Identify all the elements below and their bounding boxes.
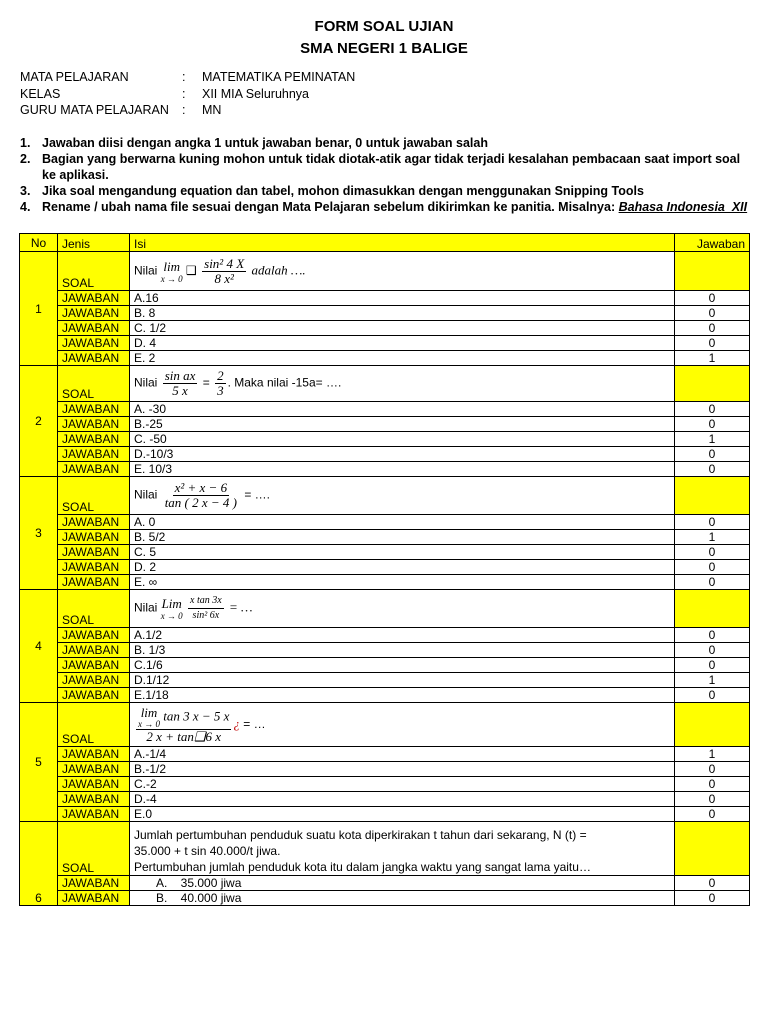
- answer-value: 1: [675, 432, 750, 447]
- lim-subscript: x → 0: [138, 718, 160, 729]
- type-cell: JAWABAN: [58, 462, 130, 477]
- answer-key-empty: [675, 366, 750, 402]
- header-isi: Isi: [130, 234, 675, 252]
- option-text: E. 10/3: [130, 462, 675, 477]
- type-cell: JAWABAN: [58, 747, 130, 762]
- answer-row: [20, 876, 750, 891]
- box-symbol: ❑: [186, 263, 197, 278]
- answer-row: [20, 560, 750, 575]
- option-text: B.-25: [130, 417, 675, 432]
- type-cell: JAWABAN: [58, 575, 130, 590]
- question-suffix: = …: [243, 716, 266, 731]
- answer-row: [20, 306, 750, 321]
- question-number: 6: [20, 822, 58, 906]
- numerator-text: tan 3 x − 5 x: [163, 707, 230, 723]
- fraction: [188, 594, 224, 623]
- question-number: 5: [20, 703, 58, 822]
- type-cell: JAWABAN: [58, 515, 130, 530]
- question-number: 4: [20, 590, 58, 703]
- denominator: 5 x: [172, 383, 188, 398]
- fraction: [163, 481, 239, 510]
- meta-row-subject: [20, 70, 355, 87]
- table-header-row: [20, 234, 750, 252]
- answer-row: [20, 321, 750, 336]
- answer-key-empty: [675, 477, 750, 515]
- instruction-text: Rename / ubah nama file sesuai dengan Mata Pelajaran sebelum dikirimkan ke panitia. Misalnya:: [42, 200, 619, 214]
- answer-row: [20, 417, 750, 432]
- soal-row: [20, 252, 750, 291]
- question-prefix: Nilai: [134, 600, 158, 615]
- header-jawaban: Jawaban: [675, 234, 750, 252]
- instruction-number: 2.: [20, 152, 31, 166]
- fraction: [136, 706, 231, 744]
- meta-colon: :: [182, 86, 186, 101]
- meta-colon: :: [182, 70, 186, 84]
- answer-row: [20, 807, 750, 822]
- question-text: [130, 703, 675, 747]
- meta-row-class: [20, 87, 355, 104]
- answer-row: [20, 462, 750, 477]
- answer-value: 0: [675, 891, 750, 906]
- meta-value: XII MIA Seluruhnya: [202, 86, 310, 101]
- instruction-item: [20, 151, 748, 183]
- meta-key: KELAS: [20, 86, 61, 101]
- option-text: D. 4: [130, 336, 675, 351]
- answer-value: 0: [675, 876, 750, 891]
- inverted-question-mark: ¿: [233, 715, 240, 731]
- option-text: A.-1/4: [130, 747, 675, 762]
- lim-text: lim: [140, 704, 158, 720]
- answer-value: 0: [675, 658, 750, 673]
- type-cell: JAWABAN: [58, 658, 130, 673]
- fraction: [163, 369, 198, 398]
- meta-colon: :: [182, 103, 186, 117]
- soal-row: [20, 366, 750, 402]
- soal-row: [20, 477, 750, 515]
- type-cell: JAWABAN: [58, 560, 130, 575]
- header-jenis: Jenis: [58, 234, 130, 252]
- answer-value: 0: [675, 417, 750, 432]
- answer-value: 0: [675, 762, 750, 777]
- meta-key: MATA PELAJARAN: [20, 70, 129, 84]
- meta-row-teacher: [20, 103, 355, 120]
- question-text: [130, 252, 675, 291]
- answer-row: [20, 515, 750, 530]
- option-text: A. -30: [130, 402, 675, 417]
- answer-row: [20, 530, 750, 545]
- meta-value: MATEMATIKA PEMINATAN: [202, 70, 356, 84]
- answer-value: 1: [675, 747, 750, 762]
- answer-row: [20, 545, 750, 560]
- fraction: [215, 369, 226, 398]
- question-number: 3: [20, 477, 58, 590]
- instruction-text: Bagian yang berwarna kuning mohon untuk tidak diotak-atik agar tidak terjadi kesalahan pembacaan saat import soal ke aplikasi.: [42, 152, 741, 182]
- type-cell: JAWABAN: [58, 432, 130, 447]
- soal-row: [20, 822, 750, 876]
- numerator: x² + x − 6: [174, 480, 228, 495]
- option-text: A.1/2: [130, 628, 675, 643]
- option-text: C.1/6: [130, 658, 675, 673]
- option-text: C. 5: [130, 545, 675, 560]
- answer-value: 0: [675, 575, 750, 590]
- question-line: Jumlah pertumbuhan penduduk suatu kota diperkirakan t tahun dari sekarang, N (t) =: [134, 828, 587, 842]
- type-cell: SOAL: [58, 366, 130, 402]
- answer-value: 1: [675, 673, 750, 688]
- answer-key-empty: [675, 252, 750, 291]
- denominator: 2 x + tan❑6 x: [146, 728, 222, 744]
- type-cell: JAWABAN: [58, 628, 130, 643]
- question-suffix: . Maka nilai -15a= ….: [227, 375, 342, 390]
- answer-value: 0: [675, 336, 750, 351]
- lim-text: lim: [163, 258, 180, 274]
- answer-value: 0: [675, 545, 750, 560]
- header-no: No: [20, 234, 58, 252]
- answer-value: 0: [675, 402, 750, 417]
- type-cell: JAWABAN: [58, 306, 130, 321]
- option-text: B. 1/3: [130, 643, 675, 658]
- question-suffix: = …: [229, 599, 253, 615]
- form-title: FORM SOAL UJIAN: [314, 18, 454, 35]
- answer-row: [20, 777, 750, 792]
- soal-row: [20, 703, 750, 747]
- question-suffix: adalah ….: [251, 262, 306, 278]
- meta-block: [20, 70, 355, 120]
- type-cell: JAWABAN: [58, 321, 130, 336]
- question-text: [130, 590, 675, 628]
- numerator: 2: [217, 368, 224, 383]
- answer-value: 0: [675, 447, 750, 462]
- answer-row: [20, 447, 750, 462]
- option-text: D.-4: [130, 792, 675, 807]
- type-cell: JAWABAN: [58, 351, 130, 366]
- answer-row: [20, 402, 750, 417]
- type-cell: JAWABAN: [58, 673, 130, 688]
- meta-value: MN: [202, 103, 222, 117]
- question-line: Pertumbuhan jumlah penduduk kota itu dalam jangka waktu yang sangat lama yaitu…: [134, 860, 591, 874]
- instruction-number: 4.: [20, 200, 31, 214]
- option-text: B. 5/2: [130, 530, 675, 545]
- answer-key-empty: [675, 822, 750, 876]
- answer-value: 0: [675, 643, 750, 658]
- answer-key-empty: [675, 703, 750, 747]
- option-text: A. 35.000 jiwa: [130, 876, 675, 891]
- option-text: C. -50: [130, 432, 675, 447]
- question-line: 35.000 + t sin 40.000/t jiwa.: [134, 844, 281, 858]
- type-cell: JAWABAN: [58, 807, 130, 822]
- answer-row: [20, 673, 750, 688]
- fraction: [202, 257, 246, 286]
- answer-row: [20, 747, 750, 762]
- answer-value: 0: [675, 560, 750, 575]
- instruction-text: Jawaban diisi dengan angka 1 untuk jawaban benar, 0 untuk jawaban salah: [42, 136, 488, 150]
- question-table: [19, 233, 750, 906]
- answer-row: [20, 628, 750, 643]
- soal-row: [20, 590, 750, 628]
- lim-subscript: x → 0: [160, 611, 183, 621]
- instruction-example: Bahasa Indonesia_XII: [618, 200, 748, 214]
- type-cell: SOAL: [58, 703, 130, 747]
- question-prefix: Nilai: [134, 263, 158, 278]
- numerator: sin ax: [164, 368, 196, 383]
- option-text: A. 0: [130, 515, 675, 530]
- option-text: B. 8: [130, 306, 675, 321]
- answer-value: 0: [675, 628, 750, 643]
- question-number: 2: [20, 366, 58, 477]
- answer-value: 0: [675, 462, 750, 477]
- denominator: 8 x²: [214, 270, 234, 286]
- type-cell: SOAL: [58, 477, 130, 515]
- answer-value: 0: [675, 321, 750, 336]
- option-text: E.0: [130, 807, 675, 822]
- type-cell: JAWABAN: [58, 402, 130, 417]
- question-prefix: Nilai: [134, 375, 158, 390]
- meta-key: GURU MATA PELAJARAN: [20, 103, 169, 117]
- answer-row: [20, 891, 750, 906]
- denominator: sin² 6x: [192, 610, 220, 621]
- instruction-number: 3.: [20, 184, 31, 198]
- answer-row: [20, 658, 750, 673]
- answer-value: 0: [675, 792, 750, 807]
- question-text: [130, 477, 675, 515]
- option-text: D.-10/3: [130, 447, 675, 462]
- question-text: [130, 822, 675, 876]
- lim-expression: [138, 706, 160, 729]
- type-cell: JAWABAN: [58, 530, 130, 545]
- answer-row: [20, 432, 750, 447]
- answer-value: 1: [675, 530, 750, 545]
- answer-row: [20, 291, 750, 306]
- answer-row: [20, 792, 750, 807]
- answer-row: [20, 336, 750, 351]
- answer-key-empty: [675, 590, 750, 628]
- answer-value: 1: [675, 351, 750, 366]
- denominator: 3: [217, 383, 224, 398]
- type-cell: SOAL: [58, 822, 130, 876]
- answer-row: [20, 643, 750, 658]
- answer-value: 0: [675, 688, 750, 703]
- type-cell: JAWABAN: [58, 545, 130, 560]
- instruction-item: [20, 199, 748, 215]
- option-text: B.-1/2: [130, 762, 675, 777]
- option-text: E. 2: [130, 351, 675, 366]
- type-cell: JAWABAN: [58, 447, 130, 462]
- type-cell: JAWABAN: [58, 876, 130, 891]
- answer-row: [20, 575, 750, 590]
- lim-expression: [161, 596, 183, 621]
- numerator: sin² 4 X: [204, 255, 245, 271]
- equals-sign: =: [202, 375, 210, 390]
- answer-row: [20, 762, 750, 777]
- instruction-item: [20, 135, 748, 151]
- answer-row: [20, 688, 750, 703]
- question-text: [130, 366, 675, 402]
- answer-value: 0: [675, 777, 750, 792]
- question-suffix: = ….: [244, 487, 271, 502]
- answer-value: 0: [675, 807, 750, 822]
- answer-row: [20, 351, 750, 366]
- type-cell: SOAL: [58, 590, 130, 628]
- lim-expression: [161, 259, 183, 284]
- option-text: E. ∞: [130, 575, 675, 590]
- instruction-text: Jika soal mengandung equation dan tabel, mohon dimasukkan dengan menggunakan Snipping Tools: [42, 184, 644, 198]
- type-cell: JAWABAN: [58, 777, 130, 792]
- instructions-list: [20, 135, 748, 215]
- type-cell: JAWABAN: [58, 762, 130, 777]
- instruction-number: 1.: [20, 136, 31, 150]
- type-cell: JAWABAN: [58, 688, 130, 703]
- answer-value: 0: [675, 291, 750, 306]
- type-cell: SOAL: [58, 252, 130, 291]
- type-cell: JAWABAN: [58, 336, 130, 351]
- type-cell: JAWABAN: [58, 417, 130, 432]
- answer-value: 0: [675, 515, 750, 530]
- lim-subscript: x → 0: [160, 273, 183, 284]
- type-cell: JAWABAN: [58, 792, 130, 807]
- instruction-item: [20, 183, 748, 199]
- denominator: tan ( 2 x − 4 ): [164, 495, 237, 510]
- type-cell: JAWABAN: [58, 291, 130, 306]
- option-text: A.16: [130, 291, 675, 306]
- question-number: 1: [20, 252, 58, 366]
- question-prefix: Nilai: [134, 487, 158, 502]
- option-text: D.1/12: [130, 673, 675, 688]
- numerator: [136, 706, 231, 730]
- type-cell: JAWABAN: [58, 643, 130, 658]
- option-text: B. 40.000 jiwa: [130, 891, 675, 906]
- answer-value: 0: [675, 306, 750, 321]
- option-text: C.-2: [130, 777, 675, 792]
- numerator: x tan 3x: [188, 594, 224, 609]
- option-text: D. 2: [130, 560, 675, 575]
- option-text: E.1/18: [130, 688, 675, 703]
- lim-text: Lim: [161, 596, 182, 611]
- option-text: C. 1/2: [130, 321, 675, 336]
- instruction-text-wrap: [42, 199, 748, 215]
- type-cell: JAWABAN: [58, 891, 130, 906]
- school-title: SMA NEGERI 1 BALIGE: [300, 40, 468, 57]
